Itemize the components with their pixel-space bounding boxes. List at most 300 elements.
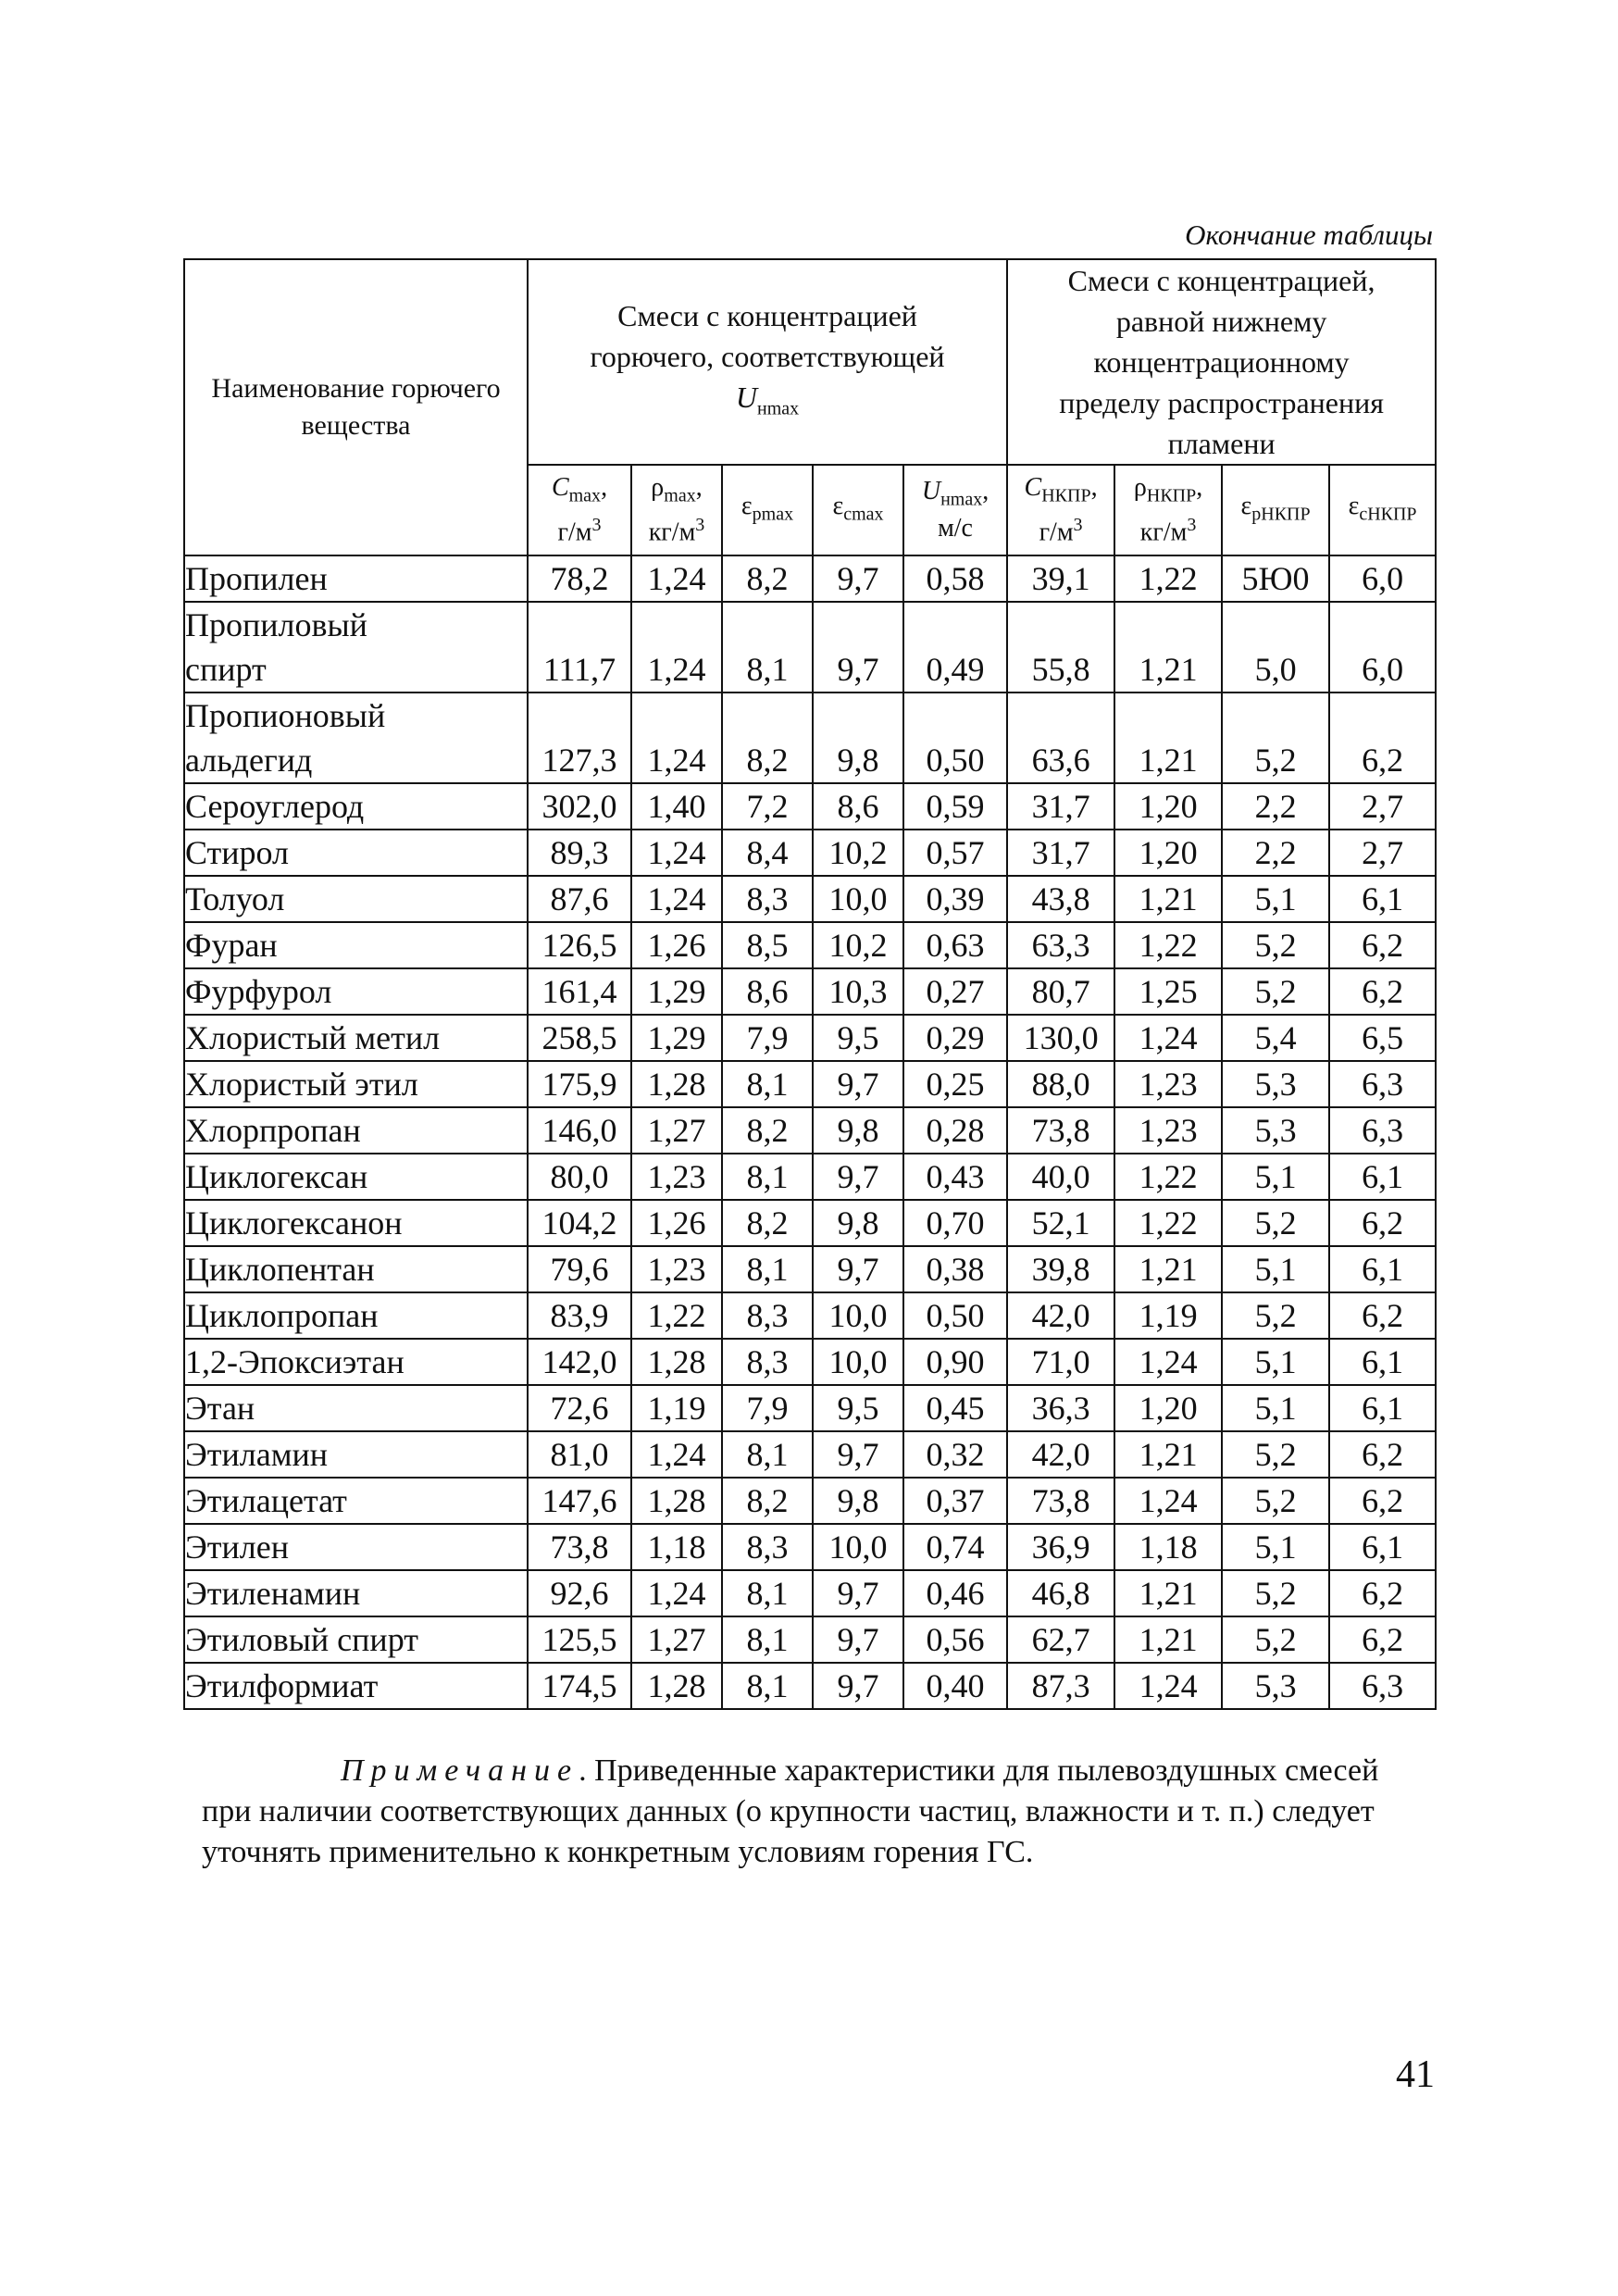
subheader-unit-sup: 3 (1187, 515, 1197, 536)
value-cell: 1,40 (631, 783, 722, 830)
table-row (184, 968, 1436, 1015)
value-cell: 6,2 (1329, 1292, 1436, 1339)
value-cell: 46,8 (1007, 1570, 1114, 1616)
value-cell: 1,21 (1114, 1246, 1222, 1292)
subheader-symbol-sub: max (568, 485, 602, 506)
value-cell: 0,49 (903, 602, 1007, 693)
substance-name (184, 1478, 528, 1524)
value-cell: 1,28 (631, 1478, 722, 1524)
value-cell: 0,59 (903, 783, 1007, 830)
table-header (184, 259, 1436, 555)
subheader-symbol: ε (1240, 491, 1252, 520)
value-cell: 10,0 (813, 1524, 903, 1570)
subheader-symbol-sub: pНКПР (1251, 504, 1311, 525)
subheader-unit-sup: 3 (1073, 515, 1083, 536)
value-cell: 73,8 (1007, 1478, 1114, 1524)
value-cell: 1,19 (1114, 1292, 1222, 1339)
table-row (184, 1385, 1436, 1431)
subheader-symbol-sub: нmax (940, 489, 983, 510)
value-cell: 0,29 (903, 1015, 1007, 1061)
value-cell: 0,57 (903, 830, 1007, 876)
substance-name-line: альдегид (185, 742, 313, 779)
value-cell: 6,0 (1329, 555, 1436, 602)
header-group-max-line1: Смеси с концентрацией (617, 298, 917, 332)
note (202, 1751, 1416, 1873)
substance-name-line: Циклогексан (185, 1158, 368, 1195)
value-cell: 1,27 (631, 1616, 722, 1663)
value-cell: 1,24 (631, 555, 722, 602)
value-cell: 5,4 (1222, 1015, 1329, 1061)
value-cell: 6,1 (1329, 1524, 1436, 1570)
note-label: Примечание (341, 1753, 579, 1788)
header-name-column: Наименование горючего вещества (184, 259, 528, 555)
value-cell: 174,5 (528, 1663, 631, 1709)
value-cell: 8,5 (722, 922, 813, 968)
value-cell: 78,2 (528, 555, 631, 602)
table-row (184, 1061, 1436, 1107)
substance-name (184, 1339, 528, 1385)
substance-name-line: спирт (185, 651, 267, 688)
value-cell: 0,74 (903, 1524, 1007, 1570)
subheader-cell (1329, 465, 1436, 555)
value-cell: 1,24 (631, 1570, 722, 1616)
value-cell: 36,3 (1007, 1385, 1114, 1431)
substance-name-line: Пропионовый (185, 697, 386, 734)
value-cell: 6,1 (1329, 876, 1436, 922)
value-cell: 6,2 (1329, 922, 1436, 968)
value-cell: 7,9 (722, 1015, 813, 1061)
value-cell: 6,2 (1329, 1200, 1436, 1246)
value-cell: 6,5 (1329, 1015, 1436, 1061)
value-cell: 1,20 (1114, 830, 1222, 876)
substance-name-line: Циклогексанон (185, 1204, 403, 1242)
substance-name (184, 830, 528, 876)
value-cell: 1,22 (1114, 922, 1222, 968)
value-cell: 7,2 (722, 783, 813, 830)
substance-name (184, 693, 528, 783)
value-cell: 130,0 (1007, 1015, 1114, 1061)
table-row (184, 1015, 1436, 1061)
value-cell: 1,21 (1114, 876, 1222, 922)
value-cell: 5,2 (1222, 1616, 1329, 1663)
value-cell: 87,3 (1007, 1663, 1114, 1709)
subheader-symbol: C (551, 472, 569, 502)
value-cell: 1,22 (631, 1292, 722, 1339)
value-cell: 6,0 (1329, 602, 1436, 693)
substance-name (184, 555, 528, 602)
value-cell: 1,28 (631, 1061, 722, 1107)
substance-name-line: Этиловый спирт (185, 1621, 418, 1658)
value-cell: 5,2 (1222, 968, 1329, 1015)
value-cell: 5,1 (1222, 1385, 1329, 1431)
value-cell: 0,27 (903, 968, 1007, 1015)
value-cell: 6,3 (1329, 1061, 1436, 1107)
header-group-nkpr-line5: пламени (1167, 427, 1276, 460)
substance-name-line: Сероуглерод (185, 788, 365, 825)
value-cell: 40,0 (1007, 1154, 1114, 1200)
value-cell: 8,1 (722, 1616, 813, 1663)
subheader-symbol: ε (1348, 491, 1360, 520)
value-cell: 1,21 (1114, 1616, 1222, 1663)
value-cell: 5Ю0 (1222, 555, 1329, 602)
substance-name (184, 1292, 528, 1339)
value-cell: 1,22 (1114, 555, 1222, 602)
value-cell: 10,0 (813, 1339, 903, 1385)
value-cell: 8,6 (722, 968, 813, 1015)
value-cell: 63,3 (1007, 922, 1114, 968)
value-cell: 0,50 (903, 1292, 1007, 1339)
value-cell: 8,3 (722, 1339, 813, 1385)
substance-name-line: Этилацетат (185, 1482, 347, 1519)
table-row (184, 1154, 1436, 1200)
substance-name (184, 602, 528, 693)
value-cell: 63,6 (1007, 693, 1114, 783)
table-row (184, 602, 1436, 693)
value-cell: 1,19 (631, 1385, 722, 1431)
value-cell: 5,2 (1222, 1431, 1329, 1478)
value-cell: 147,6 (528, 1478, 631, 1524)
value-cell: 0,45 (903, 1385, 1007, 1431)
value-cell: 9,5 (813, 1015, 903, 1061)
substance-name (184, 1061, 528, 1107)
page-number: 41 (1396, 2053, 1435, 2096)
value-cell: 5,2 (1222, 693, 1329, 783)
value-cell: 0,43 (903, 1154, 1007, 1200)
subheader-symbol: ε (832, 491, 844, 520)
table-row (184, 555, 1436, 602)
value-cell: 0,25 (903, 1061, 1007, 1107)
value-cell: 1,28 (631, 1663, 722, 1709)
substance-name (184, 922, 528, 968)
value-cell: 72,6 (528, 1385, 631, 1431)
value-cell: 42,0 (1007, 1292, 1114, 1339)
value-cell: 0,46 (903, 1570, 1007, 1616)
table-row (184, 783, 1436, 830)
value-cell: 9,7 (813, 1154, 903, 1200)
data-table (183, 258, 1437, 1710)
value-cell: 31,7 (1007, 830, 1114, 876)
value-cell: 1,21 (1114, 1431, 1222, 1478)
table-row (184, 1431, 1436, 1478)
value-cell: 146,0 (528, 1107, 631, 1154)
value-cell: 9,7 (813, 555, 903, 602)
value-cell: 1,21 (1114, 602, 1222, 693)
value-cell: 80,0 (528, 1154, 631, 1200)
value-cell: 0,28 (903, 1107, 1007, 1154)
table-body (184, 555, 1436, 1709)
value-cell: 31,7 (1007, 783, 1114, 830)
subheader-separator: , (1090, 472, 1098, 502)
table-row (184, 1524, 1436, 1570)
substance-name-line: Толуол (185, 880, 285, 917)
value-cell: 2,7 (1329, 830, 1436, 876)
value-cell: 87,6 (528, 876, 631, 922)
value-cell: 1,21 (1114, 1570, 1222, 1616)
value-cell: 8,3 (722, 876, 813, 922)
substance-name (184, 876, 528, 922)
value-cell: 8,1 (722, 1246, 813, 1292)
subheader-separator: , (695, 472, 703, 502)
value-cell: 9,8 (813, 693, 903, 783)
subheader-cell (722, 465, 813, 555)
subheader-symbol: ρ (1133, 472, 1147, 502)
substance-name (184, 1524, 528, 1570)
value-cell: 104,2 (528, 1200, 631, 1246)
value-cell: 6,1 (1329, 1385, 1436, 1431)
value-cell: 5,3 (1222, 1663, 1329, 1709)
value-cell: 126,5 (528, 922, 631, 968)
subheader-separator: , (1196, 472, 1203, 502)
value-cell: 5,1 (1222, 876, 1329, 922)
value-cell: 5,3 (1222, 1107, 1329, 1154)
value-cell: 1,28 (631, 1339, 722, 1385)
value-cell: 6,2 (1329, 1616, 1436, 1663)
subheader-cell (813, 465, 903, 555)
subheader-unit: кг/м (648, 518, 696, 547)
substance-name-line: Фуран (185, 927, 278, 964)
value-cell: 36,9 (1007, 1524, 1114, 1570)
value-cell: 88,0 (1007, 1061, 1114, 1107)
value-cell: 81,0 (528, 1431, 631, 1478)
note-paragraph (202, 1751, 1416, 1873)
table-row (184, 922, 1436, 968)
value-cell: 9,7 (813, 1061, 903, 1107)
substance-name-line: Хлористый этил (185, 1066, 418, 1103)
value-cell: 1,29 (631, 968, 722, 1015)
table-row (184, 1107, 1436, 1154)
value-cell: 71,0 (1007, 1339, 1114, 1385)
subheader-unit: г/м (1039, 518, 1074, 547)
value-cell: 125,5 (528, 1616, 631, 1663)
value-cell: 1,24 (631, 602, 722, 693)
value-cell: 43,8 (1007, 876, 1114, 922)
subheader-symbol: ε (741, 491, 753, 520)
subheader-cell (528, 465, 631, 555)
value-cell: 1,18 (1114, 1524, 1222, 1570)
value-cell: 1,24 (1114, 1339, 1222, 1385)
substance-name (184, 1385, 528, 1431)
subheader-separator: , (601, 472, 608, 502)
subheader-unit-sup: 3 (695, 515, 705, 536)
value-cell: 10,0 (813, 876, 903, 922)
value-cell: 6,1 (1329, 1339, 1436, 1385)
value-cell: 1,22 (1114, 1200, 1222, 1246)
header-group-nkpr-line3: концентрационному (1093, 345, 1350, 379)
value-cell: 8,2 (722, 1107, 813, 1154)
value-cell: 9,7 (813, 1570, 903, 1616)
subheader-cell (903, 465, 1007, 555)
subheader-cell (1007, 465, 1114, 555)
value-cell: 9,7 (813, 602, 903, 693)
value-cell: 1,26 (631, 922, 722, 968)
table-row (184, 830, 1436, 876)
value-cell: 6,1 (1329, 1154, 1436, 1200)
value-cell: 5,1 (1222, 1154, 1329, 1200)
value-cell: 258,5 (528, 1015, 631, 1061)
value-cell: 1,24 (631, 1431, 722, 1478)
substance-name (184, 1107, 528, 1154)
value-cell: 8,2 (722, 555, 813, 602)
subheader-unit: кг/м (1139, 518, 1188, 547)
value-cell: 1,23 (1114, 1061, 1222, 1107)
value-cell: 1,20 (1114, 783, 1222, 830)
value-cell: 6,2 (1329, 968, 1436, 1015)
substance-name-line: Стирол (185, 834, 290, 871)
value-cell: 0,58 (903, 555, 1007, 602)
value-cell: 111,7 (528, 602, 631, 693)
substance-name (184, 1663, 528, 1709)
value-cell: 1,24 (1114, 1015, 1222, 1061)
header-group-nkpr-line1: Смеси с концентрацией, (1067, 264, 1375, 297)
value-cell: 9,7 (813, 1663, 903, 1709)
value-cell: 6,1 (1329, 1246, 1436, 1292)
value-cell: 10,0 (813, 1292, 903, 1339)
substance-name-line: Этан (185, 1390, 255, 1427)
value-cell: 175,9 (528, 1061, 631, 1107)
substance-name (184, 1616, 528, 1663)
subheader-symbol: ρ (651, 472, 665, 502)
value-cell: 6,3 (1329, 1107, 1436, 1154)
substance-name-line: Хлористый метил (185, 1019, 441, 1056)
substance-name (184, 1431, 528, 1478)
value-cell: 8,3 (722, 1292, 813, 1339)
value-cell: 10,3 (813, 968, 903, 1015)
table-row (184, 1570, 1436, 1616)
value-cell: 8,1 (722, 1154, 813, 1200)
value-cell: 1,24 (631, 830, 722, 876)
table-row (184, 1246, 1436, 1292)
value-cell: 73,8 (528, 1524, 631, 1570)
value-cell: 6,2 (1329, 1478, 1436, 1524)
subheader-symbol-sub: max (664, 485, 696, 506)
value-cell: 2,2 (1222, 783, 1329, 830)
header-group-max-symbol: U (735, 380, 758, 414)
value-cell: 9,8 (813, 1107, 903, 1154)
subheader-unit-sup: 3 (591, 515, 602, 536)
substance-name-line: Этилен (185, 1529, 289, 1566)
subheader-symbol-sub: pmax (752, 504, 794, 525)
value-cell: 9,5 (813, 1385, 903, 1431)
note-text: . Приведенные характеристики для пылевоздушных смесей при наличии соответствующих данных (о крупности частиц, влажности и т. п.) следует уточнять применительно к конкретным условиям горения ГС. (202, 1753, 1379, 1869)
value-cell: 6,2 (1329, 1431, 1436, 1478)
value-cell: 5,1 (1222, 1524, 1329, 1570)
table-row (184, 876, 1436, 922)
substance-name (184, 1570, 528, 1616)
value-cell: 8,6 (813, 783, 903, 830)
value-cell: 39,8 (1007, 1246, 1114, 1292)
value-cell: 52,1 (1007, 1200, 1114, 1246)
value-cell: 5,2 (1222, 1570, 1329, 1616)
value-cell: 8,1 (722, 1570, 813, 1616)
value-cell: 302,0 (528, 783, 631, 830)
value-cell: 0,90 (903, 1339, 1007, 1385)
value-cell: 39,1 (1007, 555, 1114, 602)
substance-name-line: Хлорпропан (185, 1112, 361, 1149)
substance-name-line: Этиламин (185, 1436, 329, 1473)
value-cell: 83,9 (528, 1292, 631, 1339)
value-cell: 1,23 (631, 1246, 722, 1292)
table-row (184, 1200, 1436, 1246)
value-cell: 1,23 (631, 1154, 722, 1200)
value-cell: 0,32 (903, 1431, 1007, 1478)
value-cell: 9,7 (813, 1431, 903, 1478)
value-cell: 8,2 (722, 1478, 813, 1524)
value-cell: 6,2 (1329, 1570, 1436, 1616)
value-cell: 2,2 (1222, 830, 1329, 876)
value-cell: 0,70 (903, 1200, 1007, 1246)
value-cell: 5,3 (1222, 1061, 1329, 1107)
subheader-unit: г/м (557, 518, 592, 547)
substance-name-line: 1,2-Эпоксиэтан (185, 1343, 404, 1380)
table-row (184, 1292, 1436, 1339)
header-group-max-line2: горючего, соответствующей (590, 339, 945, 373)
subheader-separator: , (982, 476, 989, 505)
value-cell: 0,56 (903, 1616, 1007, 1663)
value-cell: 6,3 (1329, 1663, 1436, 1709)
value-cell: 7,9 (722, 1385, 813, 1431)
value-cell: 9,8 (813, 1478, 903, 1524)
value-cell: 0,50 (903, 693, 1007, 783)
value-cell: 8,3 (722, 1524, 813, 1570)
header-group-nkpr (1007, 259, 1436, 465)
value-cell: 8,2 (722, 693, 813, 783)
subheader-symbol-sub: НКПР (1146, 485, 1197, 506)
value-cell: 9,8 (813, 1200, 903, 1246)
value-cell: 161,4 (528, 968, 631, 1015)
value-cell: 1,24 (631, 693, 722, 783)
substance-name (184, 968, 528, 1015)
value-cell: 5,2 (1222, 922, 1329, 968)
table-row (184, 1616, 1436, 1663)
value-cell: 0,38 (903, 1246, 1007, 1292)
value-cell: 8,1 (722, 1663, 813, 1709)
substance-name-line: Циклопропан (185, 1297, 379, 1334)
value-cell: 9,7 (813, 1616, 903, 1663)
value-cell: 5,1 (1222, 1246, 1329, 1292)
substance-name (184, 783, 528, 830)
table-row (184, 1478, 1436, 1524)
subheader-symbol-sub: cНКПР (1359, 504, 1417, 525)
value-cell: 9,7 (813, 1246, 903, 1292)
value-cell: 1,27 (631, 1107, 722, 1154)
subheader-unit: м/с (938, 514, 973, 543)
substance-name-line: Пропиловый (185, 606, 367, 643)
subheader-cell (1222, 465, 1329, 555)
value-cell: 1,20 (1114, 1385, 1222, 1431)
value-cell: 1,25 (1114, 968, 1222, 1015)
substance-name-line: Этилформиат (185, 1667, 379, 1704)
subheader-symbol: U (921, 476, 941, 505)
value-cell: 5,2 (1222, 1292, 1329, 1339)
value-cell: 1,24 (1114, 1478, 1222, 1524)
value-cell: 80,7 (1007, 968, 1114, 1015)
value-cell: 5,2 (1222, 1200, 1329, 1246)
table-row (184, 1663, 1436, 1709)
value-cell: 8,1 (722, 1431, 813, 1478)
value-cell: 0,63 (903, 922, 1007, 968)
value-cell: 55,8 (1007, 602, 1114, 693)
header-group-nkpr-line2: равной нижнему (1115, 305, 1327, 338)
value-cell: 1,24 (631, 876, 722, 922)
table-row (184, 693, 1436, 783)
substance-name (184, 1015, 528, 1061)
substance-name (184, 1200, 528, 1246)
value-cell: 1,26 (631, 1200, 722, 1246)
value-cell: 1,21 (1114, 693, 1222, 783)
subheader-symbol-sub: cmax (843, 504, 884, 525)
value-cell: 1,29 (631, 1015, 722, 1061)
value-cell: 142,0 (528, 1339, 631, 1385)
